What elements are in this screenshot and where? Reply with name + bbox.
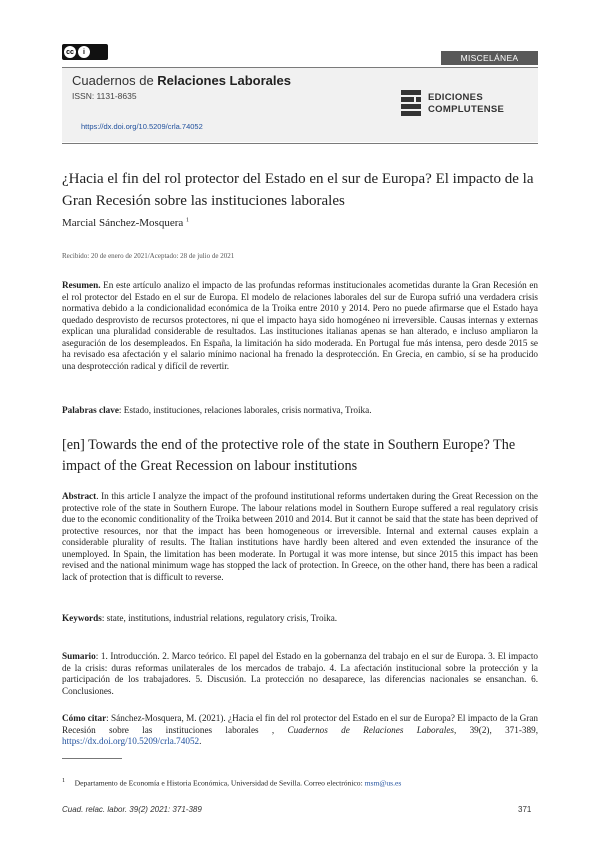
abstract-label: Abstract [62,491,97,501]
sumario [62,651,538,697]
palabras-clave [62,405,538,417]
footnote [62,777,542,788]
citar-tail: , 39(2), 371-389, [453,724,538,735]
page-number: 371 [518,805,532,814]
citar-end: . [199,736,202,746]
footnote-text: Departamento de Economía e Historia Económica, Universidad de Sevilla. Correo electrónico: [74,778,365,788]
sumario-text: : 1. Introducción. 2. Marco teórico. El papel del Estado en la gobernanza del trabajo en el sur de Europa. 3. El impacto de la crisis: duras reformas unilaterales de los mercados de trabajo. 4. La afectación institucional sobre la protección y la participación de los trabajadores. 5. Discusión. La protección no desaparece, las diferencias nacionales se ensanchan. 6. Conclusiones. [62,651,538,696]
ediciones-complutense-logo-icon [401,90,421,116]
doi-link[interactable]: https://dx.doi.org/10.5209/crla.74052 [81,122,203,131]
keywords-label: Keywords [62,613,102,623]
keywords-text: : state, institutions, industrial relations, regulatory crisis, Troika. [101,613,338,623]
abstract-paragraph [62,491,538,583]
resumen-paragraph [62,280,538,372]
citar-text: : Sánchez-Mosquera, M. (2021). ¿Hacia el fin del rol protector del Estado en el sur de Europa? El impacto de la Gran Recesión sobre las instituciones laborales , [62,713,538,735]
citar-doi-link[interactable]: https://dx.doi.org/10.5209/crla.74052 [62,736,200,746]
publisher-name [428,92,504,116]
header-bottom-rule [62,143,538,144]
footer-citation: Cuad. relac. labor. 39(2) 2021: 371-389 [62,805,202,814]
palabras-text: : Estado, instituciones, relaciones laborales, crisis normativa, Troika. [118,405,372,415]
footnote-email-link[interactable]: msm@us.es [364,778,402,788]
section-tag: MISCELÁNEA [441,51,538,65]
citar-journal: Cuadernos de Relaciones Laborales [287,724,454,735]
article-title-en: [en] Towards the end of the protective role of the state in Southern Europe? The impact of the Great Recession on labour institutions [62,437,516,474]
journal-title-prefix: Cuadernos de [72,73,158,88]
como-citar [62,713,538,748]
journal-title-bold: Relaciones Laborales [157,73,291,88]
received-accepted-dates: Recibido: 20 de enero de 2021/Aceptado: 28 de julio de 2021 [62,252,235,260]
palabras-label: Palabras clave [62,405,119,415]
keywords [62,613,538,625]
footnote-rule [62,758,122,759]
cc-license-badge[interactable] [62,44,108,60]
issn: ISSN: 1131-8635 [72,91,137,101]
footnote-number: 1 [62,777,66,784]
sumario-label: Sumario [62,651,96,661]
attribution-icon: i [78,46,90,58]
citar-label: Cómo citar [62,713,107,723]
cc-icon: cc [64,46,76,58]
resumen-label: Resumen. [62,280,101,290]
article-title-es: ¿Hacia el fin del rol protector del Estado en el sur de Europa? El impacto de la Gran Recesión sobre las instituciones laborales [62,171,534,209]
abstract-text: . In this article I analyze the impact of the profound institutional reforms undertaken during the Great Recession on the protective role of the state in Southern Europe. The labour relations model in Southern Europe suffered a real regulatory crisis due to the economic conditionality of the Troika between 2010 and 2014. But it cannot be said that the state has been deprived of protective resources, nor that the impact has been homogeneous or irreversible. Internal and external causes explain a considerable plurality of results. The Italian institutions have hardly been altered and even extended the insurance of the unemployed. In Spain, the limitation has been moderate. In Portugal it was more intense, but since 2015 this impact has been revised and the national minimum wage has stopped the lack of protection. In Greece, on the other hand, there has been a radical lack of protection that is difficult to reverse. [62,491,538,582]
publisher-line-1: EDICIONES [428,92,483,103]
author [62,217,189,229]
author-name: Marcial Sánchez-Mosquera [62,217,184,229]
publisher-line-2: COMPLUTENSE [428,104,505,115]
journal-title [72,73,291,88]
author-note-marker: 1 [186,217,190,224]
resumen-text: En este artículo analizo el impacto de las profundas reformas institucionales acometidas durante la Gran Recesión en el rol protector del Estado en el sur de Europa. El modelo de relaciones laborales del sur de Europa sufrió una verdadera crisis normativa debido a la condicionalidad económica de la Troika entre 2010 y 2014. Pero no puede afirmarse que el Estado haya quedado desprovisto de recursos protectores, ni que el impacto haya sido homogéneo ni irreversible. Causas internas y externas explican una pluralidad considerable de resultados. Las instituciones italianas apenas se han alterado, e incluso ampliaron la aseguración de los desempleados. En España, la limitación ha sido moderada. En Portugal fue más intensa, pero desde 2015 se ha revisado esa afectación y el salario mínimo nacional ha frenado la desprotección. En Grecia, en cambio, sí se ha producido una desprotección radical y difícil de revertir. [62,280,538,371]
